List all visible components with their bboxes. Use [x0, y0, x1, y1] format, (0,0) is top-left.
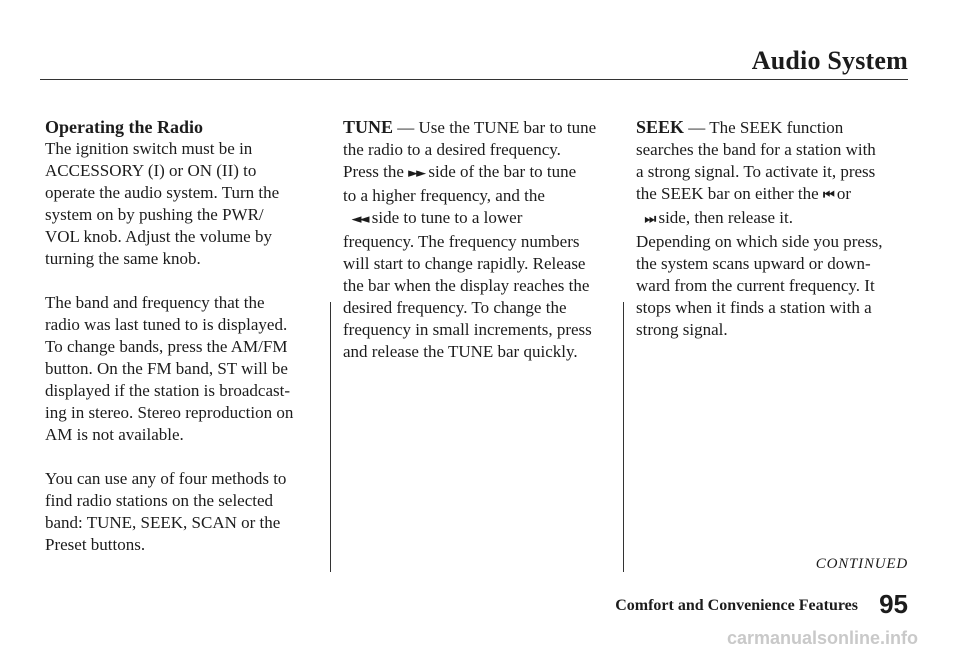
skip-forward-icon: ⏭: [644, 212, 655, 227]
header-rule: [40, 79, 908, 80]
text-line: find radio stations on the selected: [45, 491, 274, 510]
text-line: band: TUNE, SEEK, SCAN or the: [45, 513, 281, 532]
text-line: stops when it finds a station with a: [636, 298, 872, 317]
section-footer-label: Comfort and Convenience Features: [615, 597, 858, 614]
text-line: system on by pushing the PWR/: [45, 205, 264, 224]
text-span: Press the: [343, 162, 409, 181]
text-line: ing in stereo. Stereo reproduction on: [45, 403, 294, 422]
text-line: displayed if the station is broadcast-: [45, 381, 291, 400]
watermark: carmanualsonline.info: [726, 628, 918, 648]
text-span: the SEEK bar on either the: [636, 184, 823, 203]
text-line: To change bands, press the AM/FM: [45, 337, 288, 356]
text-line: turning the same knob.: [45, 249, 201, 268]
text-line: strong signal.: [636, 320, 728, 339]
text-line: will start to change rapidly. Release: [343, 254, 586, 273]
text-line: a strong signal. To activate it, press: [636, 162, 876, 181]
term-tune: TUNE: [343, 117, 394, 137]
text-line: the radio to a desired frequency.: [343, 140, 561, 159]
text-span: or: [832, 184, 852, 203]
text-span: side of the bar to tune: [424, 162, 577, 181]
text-line: [636, 207, 916, 231]
text-line: frequency. The frequency numbers: [343, 232, 580, 251]
page-number: 95: [879, 589, 908, 619]
term-seek: SEEK: [636, 117, 685, 137]
text-line: [636, 116, 916, 139]
text-span: — Use the TUNE bar to tune: [393, 118, 597, 137]
text-line: Preset buttons.: [45, 535, 146, 554]
text-line: The ignition switch must be in: [45, 139, 253, 158]
text-line: ACCESSORY (I) or ON (II) to: [45, 161, 257, 180]
text-line: Depending on which side you press,: [636, 232, 883, 251]
text-line: [343, 207, 618, 231]
paragraph-ignition: [45, 138, 320, 270]
column-divider: [623, 302, 624, 572]
text-line: and release the TUNE bar quickly.: [343, 342, 578, 361]
text-line: to a higher frequency, and the: [343, 186, 545, 205]
text-line: the system scans upward or down-: [636, 254, 871, 273]
column-seek: [636, 116, 916, 341]
column-operating-radio: [45, 116, 320, 556]
header-title: Audio System: [751, 46, 908, 75]
text-line: [636, 183, 916, 207]
text-line: the bar when the display reaches the: [343, 276, 590, 295]
fast-forward-icon: ►►: [408, 166, 425, 181]
text-span: side to tune to a lower: [367, 208, 523, 227]
text-span: side, then release it.: [654, 208, 793, 227]
text-line: You can use any of four methods to: [45, 469, 287, 488]
text-line: operate the audio system. Turn the: [45, 183, 280, 202]
continued-label: CONTINUED: [815, 556, 908, 572]
text-line: frequency in small increments, press: [343, 320, 592, 339]
paragraph-band: [45, 292, 320, 446]
text-line: [343, 116, 618, 139]
section-heading: Operating the Radio: [45, 117, 204, 137]
text-line: radio was last tuned to is displayed.: [45, 315, 288, 334]
text-line: VOL knob. Adjust the volume by: [45, 227, 272, 246]
skip-back-icon: ⏮: [822, 188, 833, 203]
text-line: The band and frequency that the: [45, 293, 265, 312]
paragraph-methods: [45, 468, 320, 556]
text-line: button. On the FM band, ST will be: [45, 359, 288, 378]
paragraph-gap: [45, 270, 320, 292]
column-divider: [330, 302, 331, 572]
column-tune: [343, 116, 618, 363]
text-line: [343, 161, 618, 185]
text-line: searches the band for a station with: [636, 140, 876, 159]
text-line: ward from the current frequency. It: [636, 276, 875, 295]
text-line: AM is not available.: [45, 425, 184, 444]
paragraph-gap: [45, 446, 320, 468]
text-span: — The SEEK function: [684, 118, 844, 137]
text-line: desired frequency. To change the: [343, 298, 567, 317]
rewind-icon: ◄◄: [351, 212, 368, 227]
